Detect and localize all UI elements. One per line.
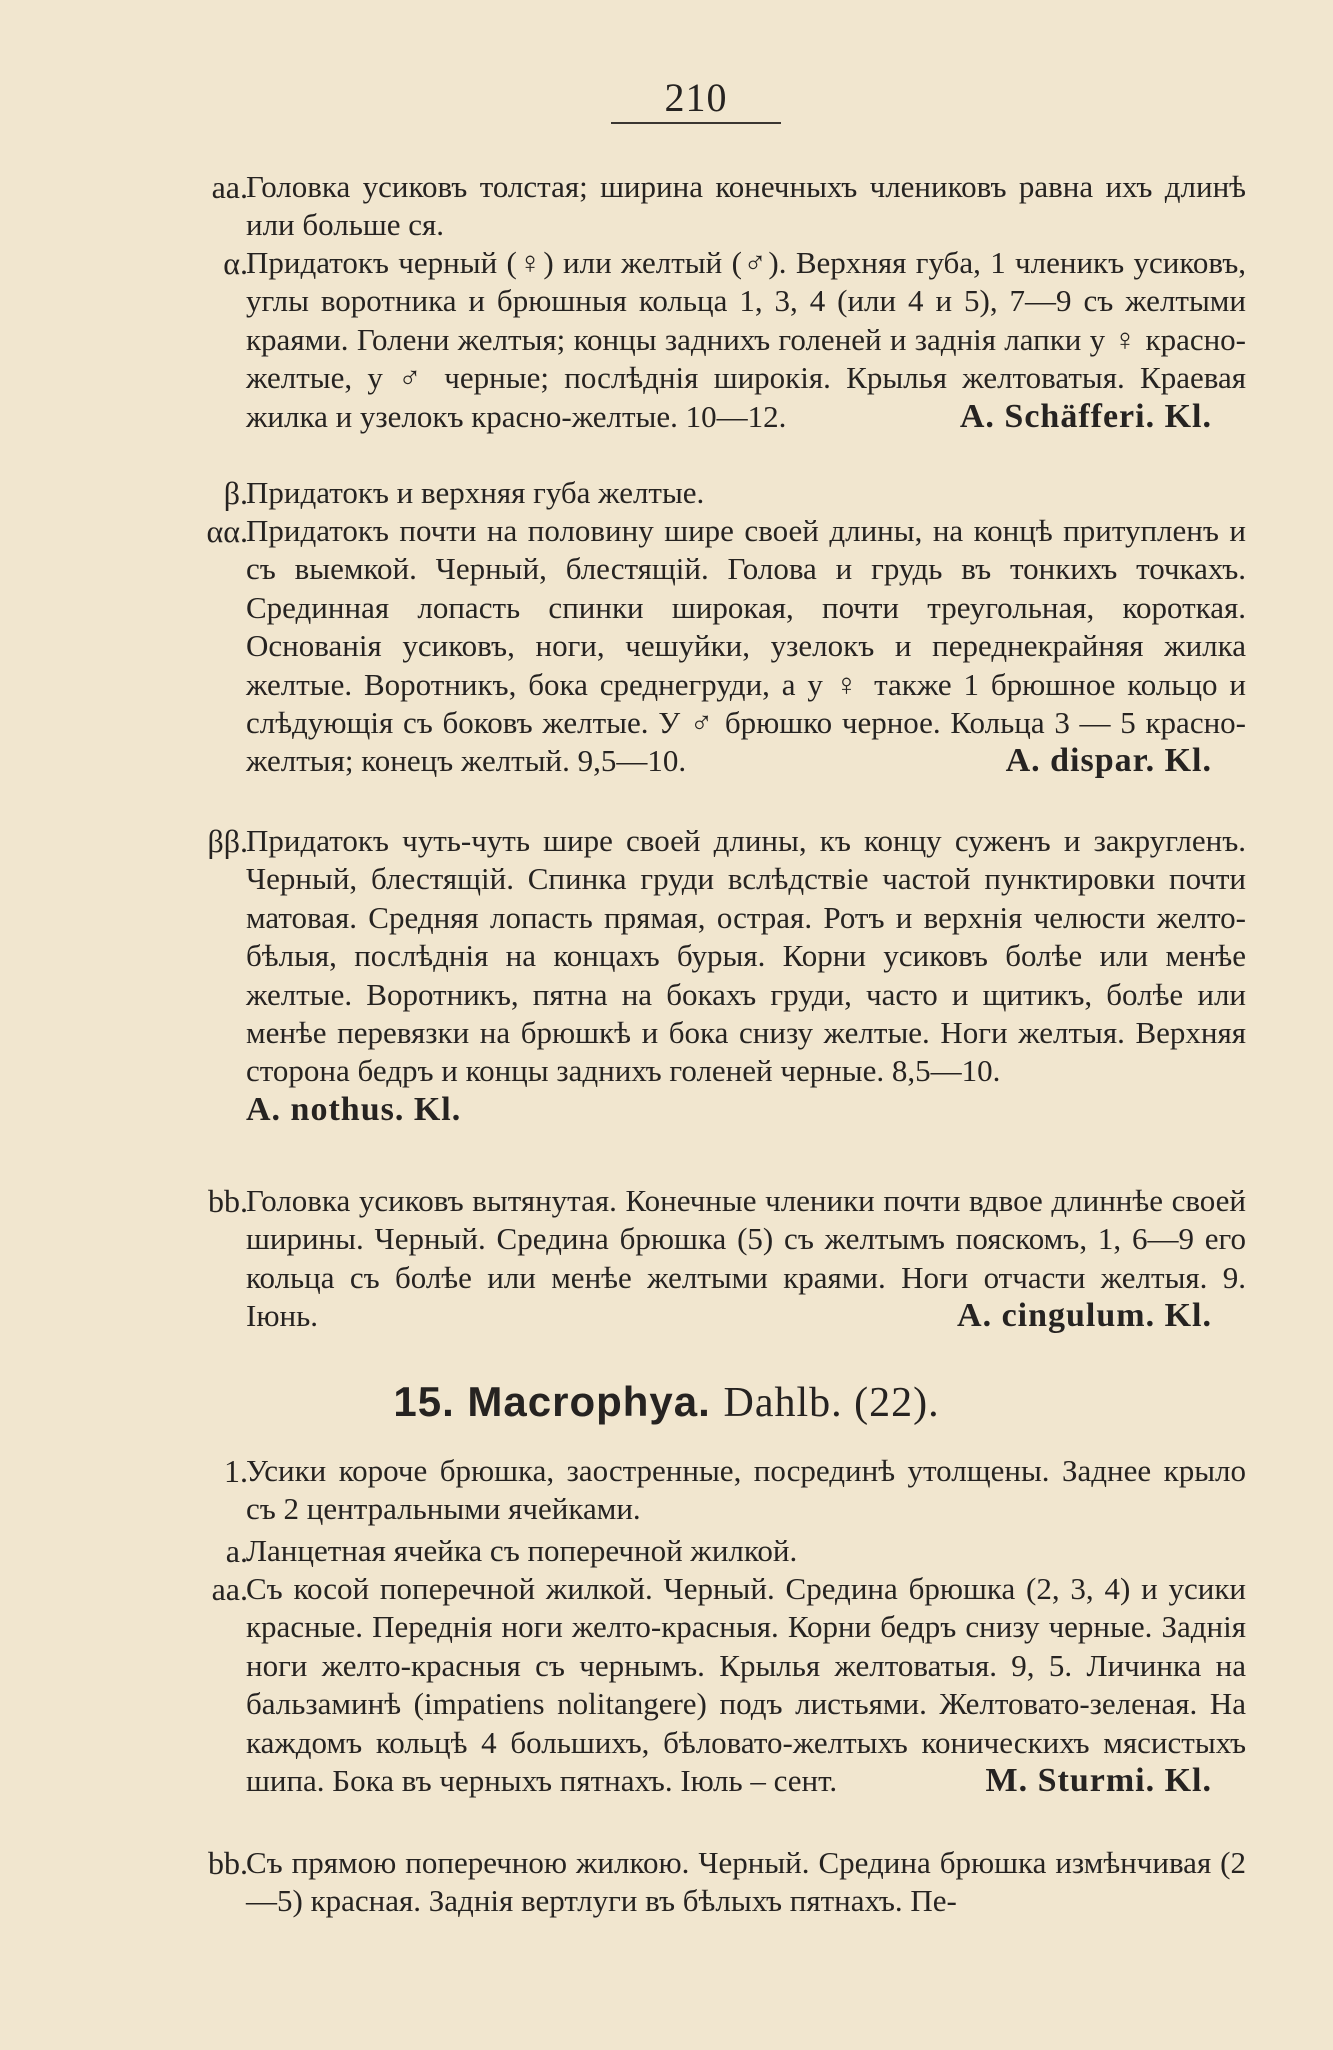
entry-marker: α. xyxy=(223,245,248,281)
key-entry-aa-2 xyxy=(170,1570,1245,1800)
key-entry-alpha-alpha xyxy=(170,512,1245,781)
entry-text: Придатокъ и верхняя губа желтые. xyxy=(246,475,705,510)
page-number-rule xyxy=(611,122,781,124)
species-name: M. Sturmi. Kl. xyxy=(985,1762,1212,1800)
entry-marker: bb. xyxy=(208,1183,248,1219)
entry-marker: aa. xyxy=(211,1571,248,1607)
species-name: A. cingulum. Kl. xyxy=(957,1297,1212,1335)
entry-marker: αα. xyxy=(206,513,248,549)
entry-text: Ланцетная ячейка съ поперечной жилкой. xyxy=(246,1533,798,1568)
species-name: A. Schäfferi. Kl. xyxy=(959,397,1212,435)
key-entry-alpha xyxy=(170,244,1245,436)
entry-marker: ββ. xyxy=(207,823,248,859)
entry-text: Придатокъ черный (♀) или желтый (♂). Верхняя губа, 1 членикъ усиковъ, углы воротника и брюшныя кольца 1, 3, 4 (или 4 и 5), 7—9 съ желтыми краями. Голени желтыя; концы заднихъ голеней и заднія лапки у ♀ красно-желтые, у ♂ черные; послѣднія широкія. Крылья желтоватыя. Краевая жилка и узелокъ красно-желтые. 10—12. xyxy=(246,245,1246,434)
key-entry-a xyxy=(170,1532,1245,1570)
entry-marker: β. xyxy=(223,475,248,511)
species-name: A. dispar. Kl. xyxy=(1005,742,1212,780)
key-entry-beta-beta xyxy=(170,822,1245,1129)
entry-marker: aa. xyxy=(211,169,248,205)
key-entry-bb xyxy=(170,1182,1245,1336)
species-name: A. nothus. Kl. xyxy=(246,1090,462,1128)
genus-number: 15. xyxy=(393,1378,455,1425)
genus-author: Dahlb. (22). xyxy=(723,1380,940,1426)
entry-text: Придатокъ чуть-чуть шире своей длины, къ концу суженъ и закругленъ. Черный, блестящій. Спинка груди вслѣдствіе частой пунктировки почти матовая. Средняя лопасть прямая, острая. Ротъ и верхнія челюсти желто-бѣлыя, послѣднія на концахъ бурыя. Корни усиковъ болѣе или менѣе желтые. Воротникъ, пятна на бокахъ груди, часто и щитикъ, болѣе или менѣе перевязки на брюшкѣ и бока снизу желтые. Ноги желтыя. Верхняя сторона бедръ и концы заднихъ голеней черные. 8,5—10. xyxy=(246,823,1246,1089)
entry-marker: bb. xyxy=(208,1845,248,1881)
genus-heading xyxy=(0,1378,1333,1427)
entry-text: Головка усиковъ толстая; ширина конечныхъ члениковъ равна ихъ длинѣ или больше ся. xyxy=(246,169,1246,243)
key-entry-bb-2 xyxy=(170,1844,1245,1921)
page-number: 210 xyxy=(664,75,728,120)
genus-name: Macrophya. xyxy=(467,1378,711,1425)
entry-text: Съ прямою поперечною жилкою. Черный. Средина брюшка измѣнчивая (2—5) красная. Заднія вертлуги въ бѣлыхъ пятнахъ. Пе- xyxy=(246,1845,1246,1919)
key-entry-aa xyxy=(170,168,1245,245)
entry-text: Усики короче брюшка, заостренные, посрединѣ утолщены. Заднее крыло съ 2 центральными ячейками. xyxy=(246,1453,1246,1527)
entry-text: Головка усиковъ вытянутая. Конечные членики почти вдвое длиннѣе своей ширины. Черный. Средина брюшка (5) съ желтымъ пояскомъ, 1, 6—9 его кольца съ болѣе или менѣе желтыми краями. Ноги отчасти желтыя. 9. Іюнь. xyxy=(246,1183,1246,1334)
entry-marker: 1. xyxy=(224,1453,248,1489)
key-entry-1 xyxy=(170,1452,1245,1529)
entry-text: Съ косой поперечной жилкой. Черный. Средина брюшка (2, 3, 4) и усики красные. Переднія ноги желто-красныя. Корни бедръ снизу черные. Заднія ноги желто-красныя съ чернымъ. Крылья желтоватыя. 9, 5. Личинка на бальзаминѣ (impatiens nolitangere) подъ листьями. Желтовато-зеленая. На каждомъ кольцѣ 4 большихъ, бѣловато-желтыхъ коническихъ мясистыхъ шипа. Бока въ черныхъ пятнахъ. Іюль – сент. xyxy=(246,1571,1246,1799)
entry-text: Придатокъ почти на половину шире своей длины, на концѣ притупленъ и съ выемкой. Черный, блестящій. Голова и грудь въ тонкихъ точкахъ. Срединная лопасть спинки широкая, почти треугольная, короткая. Основанія усиковъ, ноги, чешуйки, узелокъ и переднекрайняя жилка желтые. Воротникъ, бока среднегруди, а у ♀ также 1 брюшное кольцо и слѣдующія съ боковъ желтые. У ♂ брюшко черное. Кольца 3 — 5 красно-желтыя; конецъ желтый. 9,5—10. xyxy=(246,513,1246,779)
entry-marker: a. xyxy=(225,1533,248,1569)
key-entry-beta xyxy=(170,474,1245,512)
